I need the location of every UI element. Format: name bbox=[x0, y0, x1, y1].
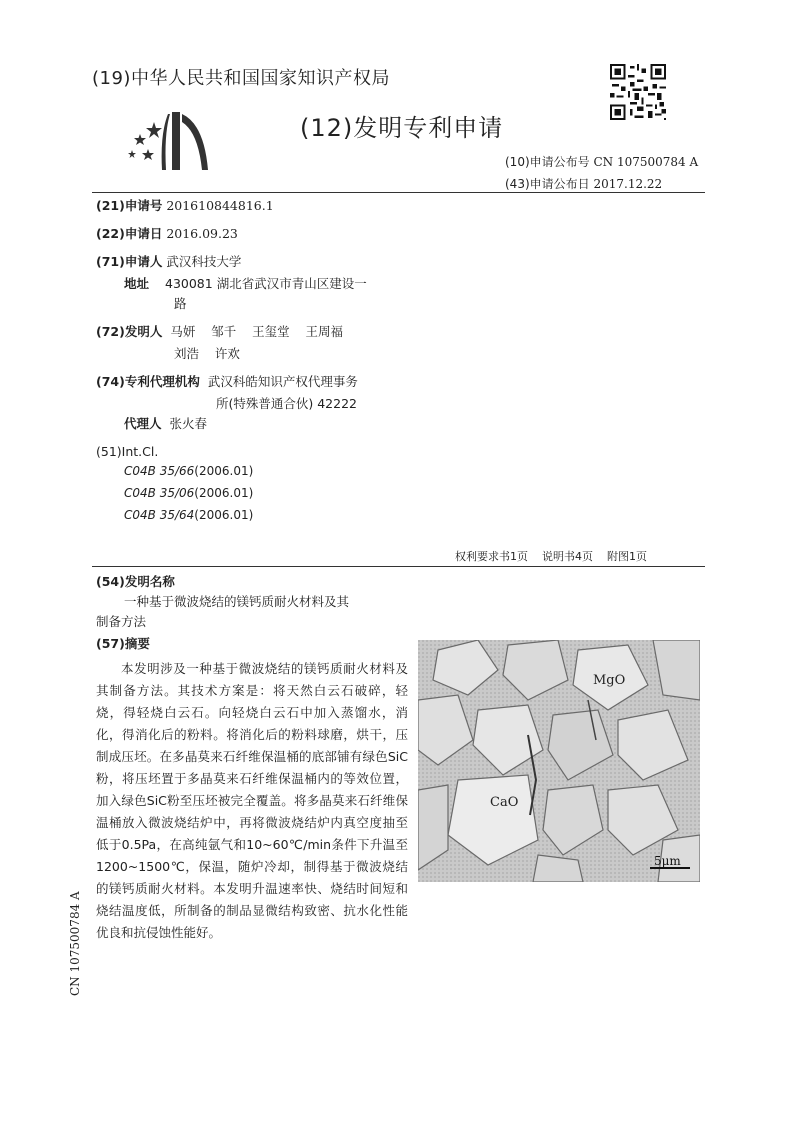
star-icon bbox=[142, 149, 154, 160]
mgo-label: MgO bbox=[593, 673, 626, 688]
pub-no-label: (10)申请公布号 bbox=[505, 155, 590, 169]
app-date-value: 2016.09.23 bbox=[166, 226, 238, 241]
address-line-2: 路 bbox=[174, 296, 187, 311]
biblio-divider bbox=[92, 566, 705, 567]
address-label: 地址 bbox=[124, 276, 150, 291]
qr-code bbox=[610, 64, 666, 120]
agency-line-1: 武汉科皓知识产权代理事务 bbox=[207, 374, 358, 389]
address-row bbox=[124, 274, 367, 294]
abstract-text: 本发明涉及一种基于微波烧结的镁钙质耐火材料及其制备方法。其技术方案是：将天然白云石破碎，轻烧，得轻烧白云石。向轻烧白云石中加入蒸馏水，消化，得消化后的粉料。将消化后的粉料球磨，烘干，压制成压坯。在多晶莫来石纤维保温桶的底部铺有绿色SiC粉，将压坯置于多晶莫来石纤维保温桶内的等效位置，加入绿色SiC粉至压坯被完全覆盖。将多晶莫来石纤维保温桶放入微波烧结炉中，再将微波烧结炉内真空度抽至低于0.5Pa，在高纯氩气和10~60℃/min条件下升温至1200~1500℃，保温，随炉冷却，制得基于微波烧结的镁钙质耐火材料。本发明升温速率快、烧结时间短和烧结温度低，所制备的制品显微结构致密、抗水化性能优良和抗侵蚀性能好。 bbox=[96, 661, 408, 940]
pub-no-value: CN 107500784 A bbox=[593, 155, 699, 169]
pub-date-label: (43)申请公布日 bbox=[505, 177, 590, 191]
agent-row bbox=[124, 414, 207, 434]
inventors-line-2: 刘浩 许欢 bbox=[174, 346, 240, 361]
address-line-1: 430081 湖北省武汉市青山区建设一 bbox=[165, 276, 367, 291]
page-counts: 权利要求书1页 说明书4页 附图1页 bbox=[455, 550, 647, 563]
applicant-value: 武汉科技大学 bbox=[166, 254, 242, 269]
ipc-entry bbox=[124, 508, 253, 522]
agent-label: 代理人 bbox=[124, 416, 162, 431]
cao-label: CaO bbox=[490, 795, 519, 810]
application-date-row bbox=[96, 224, 238, 244]
invention-title-line-2: 制备方法 bbox=[96, 614, 147, 629]
agency-line-2: 所(特殊普通合伙) 42222 bbox=[216, 396, 357, 411]
app-no-label: (21)申请号 bbox=[96, 198, 163, 213]
agent-value: 张火春 bbox=[169, 416, 208, 431]
issuing-office: (19)中华人民共和国国家知识产权局 bbox=[92, 68, 390, 89]
ipc-entry bbox=[124, 486, 253, 500]
invention-title-label: (54)发明名称 bbox=[96, 574, 175, 589]
document-type-title: (12)发明专利申请 bbox=[300, 114, 504, 142]
ipc-code: C04B 35/06 bbox=[124, 486, 195, 500]
application-number-row bbox=[96, 196, 274, 216]
ipc-year: (2006.01) bbox=[194, 486, 254, 500]
ipc-code: C04B 35/64 bbox=[124, 508, 195, 522]
side-publication-number: CN 107500784 A bbox=[68, 891, 82, 996]
cnipa-logo bbox=[124, 104, 214, 174]
header-divider bbox=[92, 192, 705, 193]
app-no-value: 201610844816.1 bbox=[166, 198, 274, 213]
ipc-label: (51)Int.Cl. bbox=[96, 444, 159, 459]
app-date-label: (22)申请日 bbox=[96, 226, 163, 241]
agency-row bbox=[96, 372, 358, 392]
ipc-year: (2006.01) bbox=[194, 508, 254, 522]
star-icon bbox=[128, 150, 136, 158]
abstract-label: (57)摘要 bbox=[96, 636, 150, 651]
scale-label: 5μm bbox=[654, 854, 681, 868]
applicant-row bbox=[96, 252, 241, 272]
star-icon bbox=[146, 122, 162, 138]
inventors-label: (72)发明人 bbox=[96, 324, 163, 339]
ipc-year: (2006.01) bbox=[194, 464, 254, 478]
inventors-line-1: 马妍 邹千 王玺堂 王周福 bbox=[170, 324, 343, 339]
pub-date-value: 2017.12.22 bbox=[593, 177, 663, 191]
agency-label: (74)专利代理机构 bbox=[96, 374, 200, 389]
invention-title-line-1: 一种基于微波烧结的镁钙质耐火材料及其 bbox=[124, 594, 350, 609]
applicant-label: (71)申请人 bbox=[96, 254, 163, 269]
inventors-row bbox=[96, 322, 343, 342]
ipc-entry bbox=[124, 464, 253, 478]
star-icon bbox=[134, 134, 146, 145]
sem-micrograph bbox=[418, 640, 700, 882]
ipc-code: C04B 35/66 bbox=[124, 464, 195, 478]
publication-date bbox=[505, 175, 662, 192]
publication-number bbox=[505, 153, 698, 170]
